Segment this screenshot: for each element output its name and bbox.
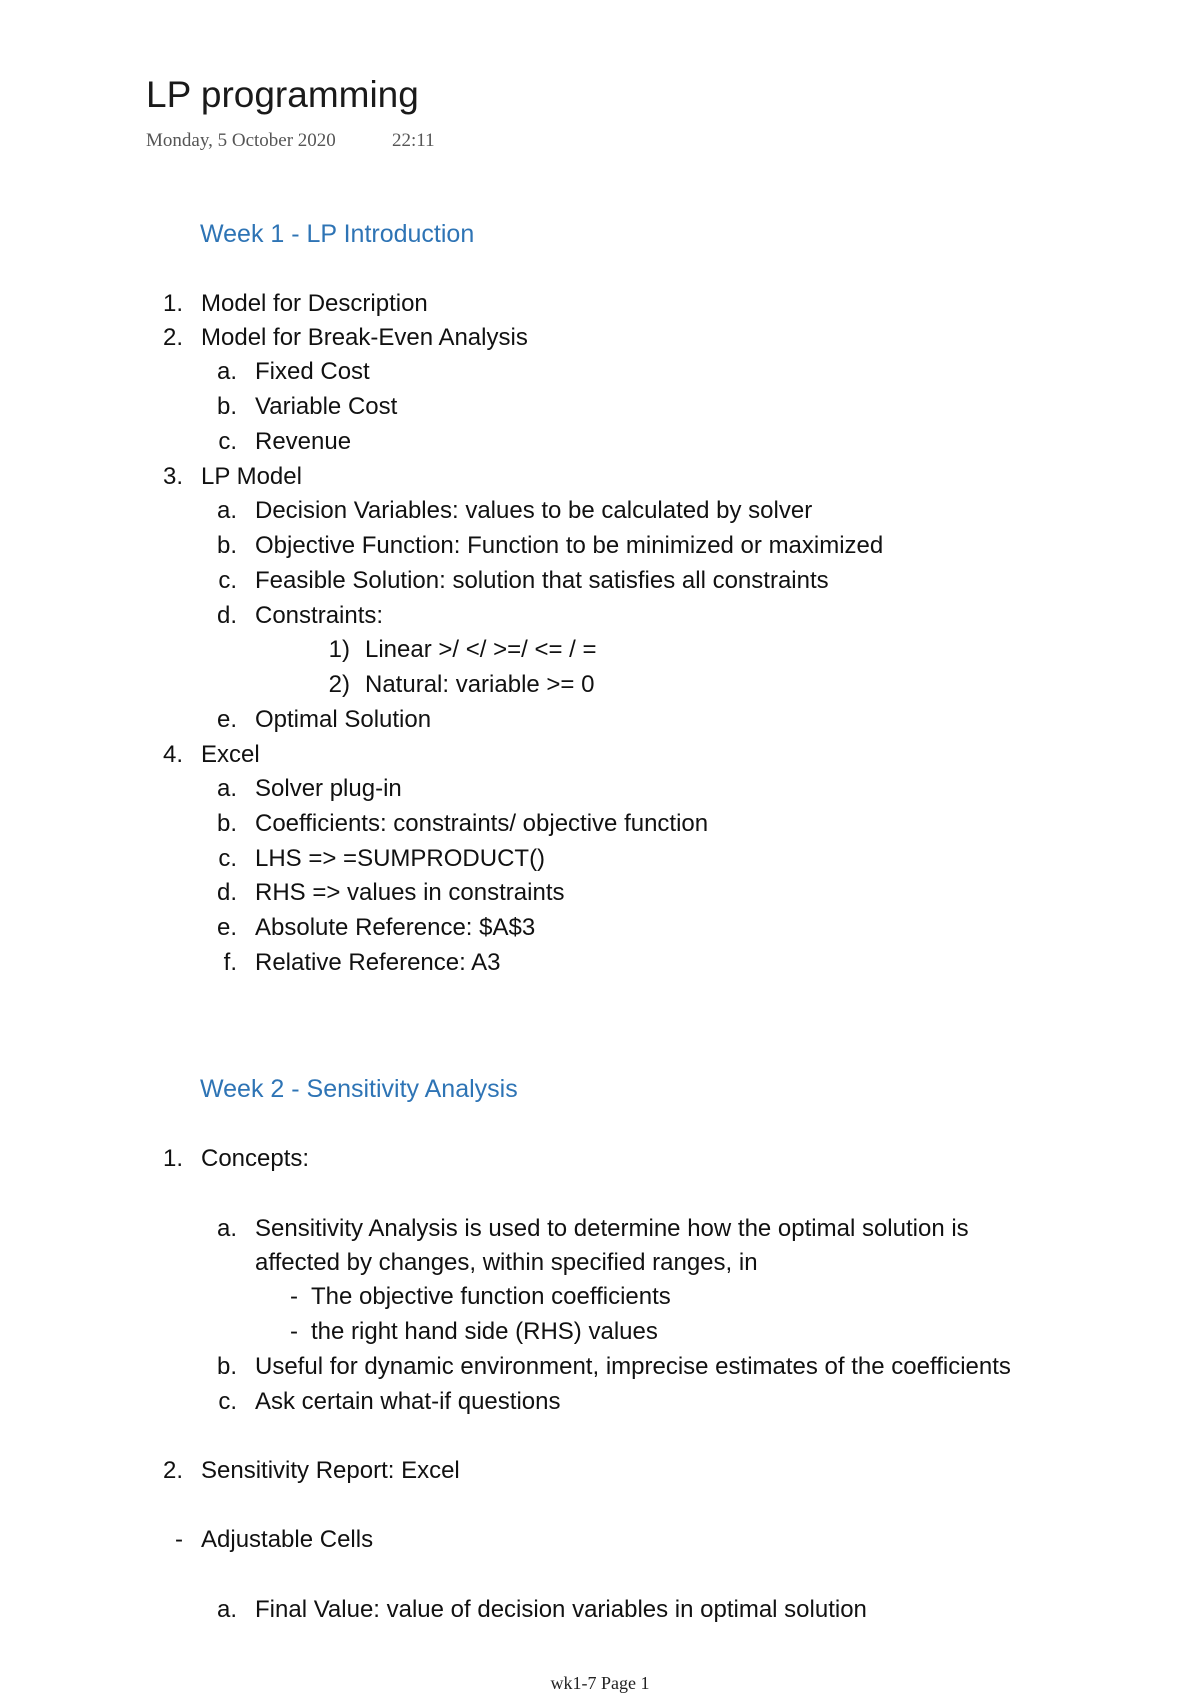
page-footer: wk1-7 Page 1: [550, 1673, 650, 1693]
list-marker: b.: [216, 1353, 237, 1380]
list-item-text: LP Model: [201, 463, 302, 490]
list-marker: a.: [216, 1596, 237, 1623]
list-marker: 2.: [162, 1457, 183, 1484]
list-item-text: Excel: [201, 741, 260, 768]
list-marker: a.: [216, 497, 237, 524]
list-marker: d.: [216, 879, 237, 906]
page-time: 22:11: [392, 130, 435, 151]
list-marker: -: [290, 1318, 298, 1345]
list-item-text: Natural: variable >= 0: [365, 671, 595, 698]
list-marker: 3.: [162, 463, 183, 490]
list-item-text: affected by changes, within specified ranges, in: [255, 1249, 758, 1276]
list-item-text: Model for Break-Even Analysis: [201, 324, 528, 351]
list-item-text: Relative Reference: A3: [255, 949, 501, 976]
list-marker: a.: [216, 1215, 237, 1242]
list-item-text: Coefficients: constraints/ objective function: [255, 810, 709, 837]
list-marker: e.: [216, 914, 237, 941]
list-marker: b.: [216, 532, 237, 559]
list-item-text: Sensitivity Analysis is used to determine how the optimal solution is: [255, 1215, 969, 1242]
list-marker: -: [175, 1526, 183, 1553]
list-item-text: Variable Cost: [255, 393, 398, 420]
list-marker: f.: [223, 949, 237, 976]
list-item-text: Sensitivity Report: Excel: [201, 1457, 460, 1484]
list-item-text: LHS => =SUMPRODUCT(): [255, 845, 546, 872]
list-marker: b.: [216, 393, 237, 420]
week1-heading: Week 1 - LP Introduction: [200, 220, 475, 248]
list-marker: c.: [218, 428, 237, 455]
list-item-text: Concepts:: [201, 1145, 310, 1172]
list-item-text: Constraints:: [255, 602, 384, 629]
list-marker: 1.: [162, 290, 183, 317]
list-marker: c.: [218, 845, 237, 872]
list-marker: c.: [218, 1388, 237, 1415]
list-marker: -: [290, 1283, 298, 1310]
list-item-text: Model for Description: [201, 290, 428, 317]
list-marker: 1): [328, 636, 350, 663]
page-date: Monday, 5 October 2020: [146, 130, 336, 151]
page-title: LP programming: [146, 74, 419, 115]
list-item-text: Objective Function: Function to be minimized or maximized: [255, 532, 884, 559]
list-item-text: RHS => values in constraints: [255, 879, 565, 906]
list-item-text: the right hand side (RHS) values: [311, 1318, 658, 1345]
list-item-text: Optimal Solution: [255, 706, 432, 733]
list-marker: 1.: [162, 1145, 183, 1172]
list-item-text: Adjustable Cells: [201, 1526, 374, 1553]
list-item-text: Linear >/ </ >=/ <= / =: [365, 636, 597, 663]
list-item-text: Decision Variables: values to be calculated by solver: [255, 497, 813, 524]
list-item-text: Ask certain what-if questions: [255, 1388, 561, 1415]
list-marker: 2.: [162, 324, 183, 351]
list-marker: a.: [216, 358, 237, 385]
list-marker: b.: [216, 810, 237, 837]
list-marker: a.: [216, 775, 237, 802]
list-marker: d.: [216, 602, 237, 629]
list-item-text: The objective function coefficients: [311, 1283, 671, 1310]
list-marker: 2): [328, 671, 350, 698]
week2-heading: Week 2 - Sensitivity Analysis: [200, 1075, 518, 1103]
list-marker: e.: [216, 706, 237, 733]
list-item-text: Fixed Cost: [255, 358, 370, 385]
list-item-text: Feasible Solution: solution that satisfies all constraints: [255, 567, 829, 594]
list-marker: c.: [218, 567, 237, 594]
list-item-text: Absolute Reference: $A$3: [255, 914, 536, 941]
list-item-text: Solver plug-in: [255, 775, 402, 802]
list-marker: 4.: [162, 741, 183, 768]
list-item-text: Useful for dynamic environment, imprecise estimates of the coefficients: [255, 1353, 1011, 1380]
list-item-text: Final Value: value of decision variables in optimal solution: [255, 1596, 867, 1623]
list-item-text: Revenue: [255, 428, 352, 455]
